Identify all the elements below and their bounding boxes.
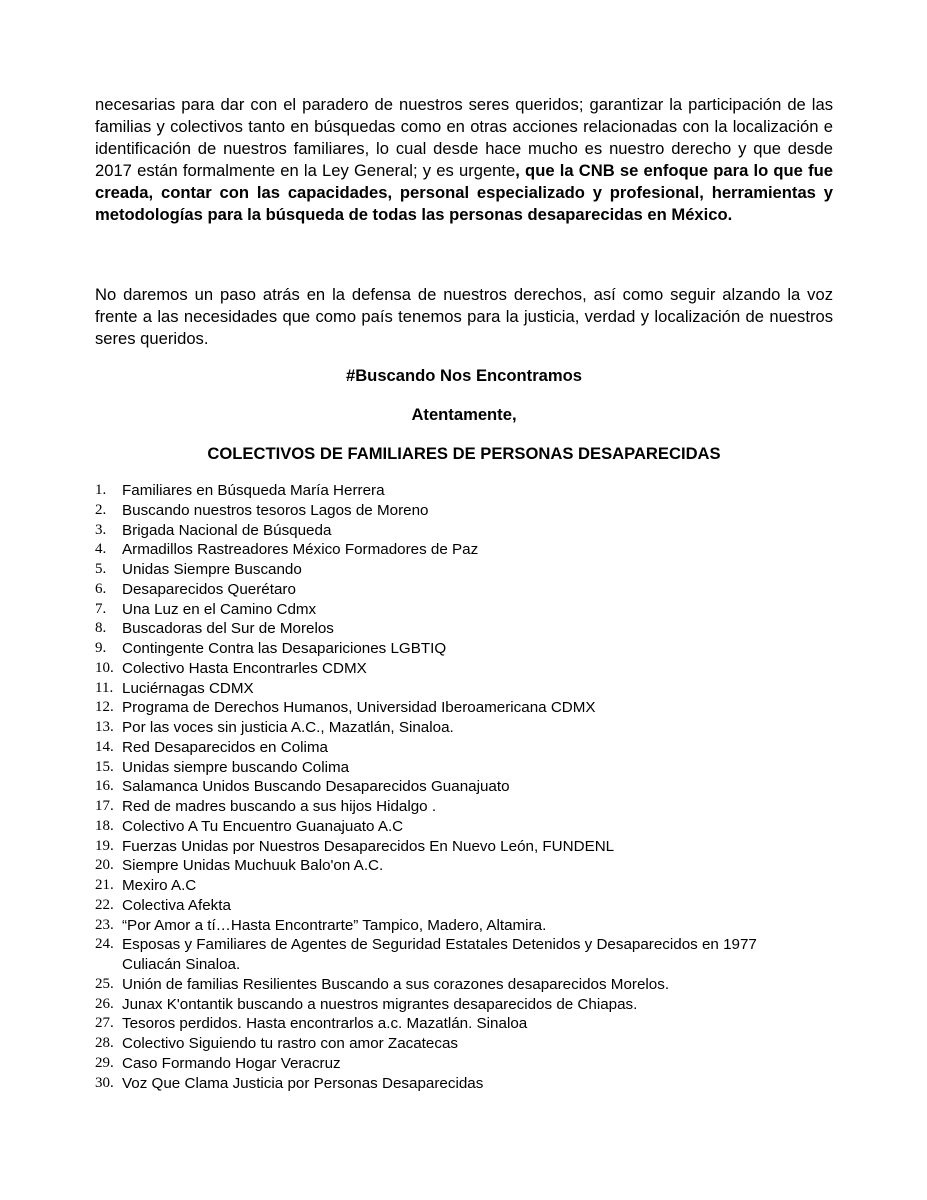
list-item <box>0 797 927 817</box>
list-item-number: 4. <box>95 541 107 558</box>
list-item-name: Desaparecidos Querétaro <box>122 580 296 598</box>
list-item-name: Unidas Siempre Buscando <box>122 561 302 578</box>
list-item <box>0 856 927 876</box>
list-item-name: Unión de familias Resilientes Buscando a sus corazones desaparecidos Morelos. <box>122 975 670 993</box>
list-item <box>0 580 927 600</box>
list-item <box>0 1074 927 1094</box>
list-item-name: Esposas y Familiares de Agentes de Seguridad Estatales Detenidos y Desaparecidos en 1977 <box>122 936 757 954</box>
paragraph-demands <box>95 94 833 226</box>
list-item <box>0 738 927 758</box>
list-item-number: 1. <box>95 482 107 498</box>
list-item-name: Red de madres buscando a sus hijos Hidalgo . <box>122 798 437 815</box>
list-item <box>0 935 927 975</box>
list-item-number: 25. <box>95 975 114 992</box>
list-item <box>0 698 927 718</box>
list-item-number: 3. <box>95 521 107 538</box>
list-item-number: 19. <box>95 837 114 854</box>
list-item <box>0 1014 927 1034</box>
list-item <box>0 679 927 699</box>
list-item-name: Colectiva Afekta <box>122 896 231 914</box>
list-item-number: 21. <box>95 877 114 893</box>
list-item-number: 27. <box>95 1015 114 1032</box>
list-item <box>0 619 927 639</box>
list-item <box>0 639 927 659</box>
list-item <box>0 718 927 738</box>
list-item-number: 14. <box>95 738 114 755</box>
list-item-name: Voz Que Clama Justicia por Personas Desaparecidas <box>122 1074 484 1092</box>
list-item <box>0 1034 927 1054</box>
list-item-number: 24. <box>95 936 114 953</box>
list-item <box>0 1054 927 1074</box>
list-item-name: Caso Formando Hogar Veracruz <box>122 1054 341 1072</box>
list-item <box>0 659 927 679</box>
list-item <box>0 975 927 995</box>
list-item-number: 10. <box>95 659 114 676</box>
list-item <box>0 916 927 936</box>
list-item-name: Programa de Derechos Humanos, Universidad Iberoamericana CDMX <box>122 699 596 717</box>
list-item-name: Tesoros perdidos. Hasta encontrarlos a.c. Mazatlán. Sinaloa <box>122 1015 528 1033</box>
list-item-name: Buscando nuestros tesoros Lagos de Moreno <box>122 501 429 519</box>
list-item <box>0 876 927 896</box>
collectives-heading: COLECTIVOS DE FAMILIARES DE PERSONAS DESAPARECIDAS <box>207 444 721 463</box>
list-item-name: “Por Amor a tí…Hasta Encontrarte” Tampico, Madero, Altamira. <box>122 916 547 934</box>
list-item-name: Siempre Unidas Muchuuk Balo'on A.C. <box>122 857 384 875</box>
list-item-name: Armadillos Rastreadores México Formadores de Paz <box>122 541 479 559</box>
list-item <box>0 837 927 857</box>
list-item-name: Brigada Nacional de Búsqueda <box>122 521 332 539</box>
list-item-number: 9. <box>95 640 107 656</box>
list-item <box>0 501 927 521</box>
list-item <box>0 600 927 620</box>
list-item-name: Buscadoras del Sur de Morelos <box>122 620 334 638</box>
list-item-number: 16. <box>95 778 114 795</box>
list-item-number: 7. <box>95 600 107 617</box>
list-item-number: 30. <box>95 1074 114 1091</box>
list-item-name: Por las voces sin justicia A.C., Mazatlán, Sinaloa. <box>122 719 454 736</box>
list-item-name: Colectivo Siguiendo tu rastro con amor Zacatecas <box>122 1035 458 1052</box>
list-item <box>0 777 927 797</box>
list-item-name: Red Desaparecidos en Colima <box>122 738 328 756</box>
list-item-name: Una Luz en el Camino Cdmx <box>122 600 317 618</box>
paragraph-demands-text: necesarias para dar con el paradero de nuestros seres queridos; garantizar la participación de las familias y colectivos tanto en búsquedas como en otras acciones relacionadas con la localización e identificación de nuestros familiares, lo cual desde hace mucho es nuestro derecho y que desde 2017 están formalmente en la Ley General; y es urgente <box>95 95 833 180</box>
list-item <box>0 995 927 1015</box>
list-item-name: Unidas siempre buscando Colima <box>122 758 350 776</box>
list-item-number: 26. <box>95 995 114 1012</box>
list-item-number: 12. <box>95 699 114 716</box>
list-item-name: Mexiro A.C <box>122 877 197 894</box>
list-item-name: Colectivo Hasta Encontrarles CDMX <box>122 659 367 677</box>
list-item <box>0 896 927 916</box>
list-item-number: 17. <box>95 798 114 814</box>
paragraph-commitment: No daremos un paso atrás en la defensa de nuestros derechos, así como seguir alzando la voz frente a las necesidades que como país tenemos para la justicia, verdad y localización de nuestros seres queridos. <box>95 285 833 348</box>
list-item-number: 15. <box>95 758 114 775</box>
list-item <box>0 560 927 580</box>
list-item-number: 11. <box>95 679 114 696</box>
list-item-number: 13. <box>95 719 114 735</box>
list-item-name: Fuerzas Unidas por Nuestros Desaparecidos En Nuevo León, FUNDENL <box>122 837 615 855</box>
list-item-name: Contingente Contra las Desapariciones LGBTIQ <box>122 640 447 657</box>
list-item-number: 2. <box>95 501 107 518</box>
list-item-name: Junax K'ontantik buscando a nuestros migrantes desaparecidos de Chiapas. <box>122 995 638 1013</box>
list-item-name: Familiares en Búsqueda María Herrera <box>122 482 385 499</box>
list-item-number: 6. <box>95 580 107 597</box>
list-item <box>0 521 927 541</box>
hashtag-line: #Buscando Nos Encontramos <box>345 366 583 385</box>
paragraph-demands-bold-text: , que la CNB se enfoque para lo que fue creada, contar con las capacidades, personal especializado y profesional, herramientas y metodologías para la búsqueda de todas las personas desaparecidas en México. <box>95 161 833 224</box>
list-item <box>0 540 927 560</box>
list-item-name: Colectivo A Tu Encuentro Guanajuato A.C <box>122 817 404 835</box>
closing-salutation: Atentamente, <box>411 405 517 424</box>
list-item <box>0 481 927 501</box>
list-item-name: Salamanca Unidos Buscando Desaparecidos Guanajuato <box>122 778 510 796</box>
list-item-number: 28. <box>95 1035 114 1051</box>
list-item-number: 20. <box>95 857 114 874</box>
list-item-name-continued: Culiacán Sinaloa. <box>122 956 241 973</box>
list-item-number: 8. <box>95 620 107 637</box>
list-item-name: Luciérnagas CDMX <box>122 679 254 697</box>
list-item-number: 22. <box>95 896 114 913</box>
list-item-number: 23. <box>95 916 114 933</box>
list-item-number: 5. <box>95 561 107 577</box>
list-item <box>0 817 927 837</box>
list-item-number: 29. <box>95 1054 114 1071</box>
list-item-number: 18. <box>95 817 114 834</box>
organizations-list <box>0 481 927 1093</box>
list-item <box>0 758 927 778</box>
